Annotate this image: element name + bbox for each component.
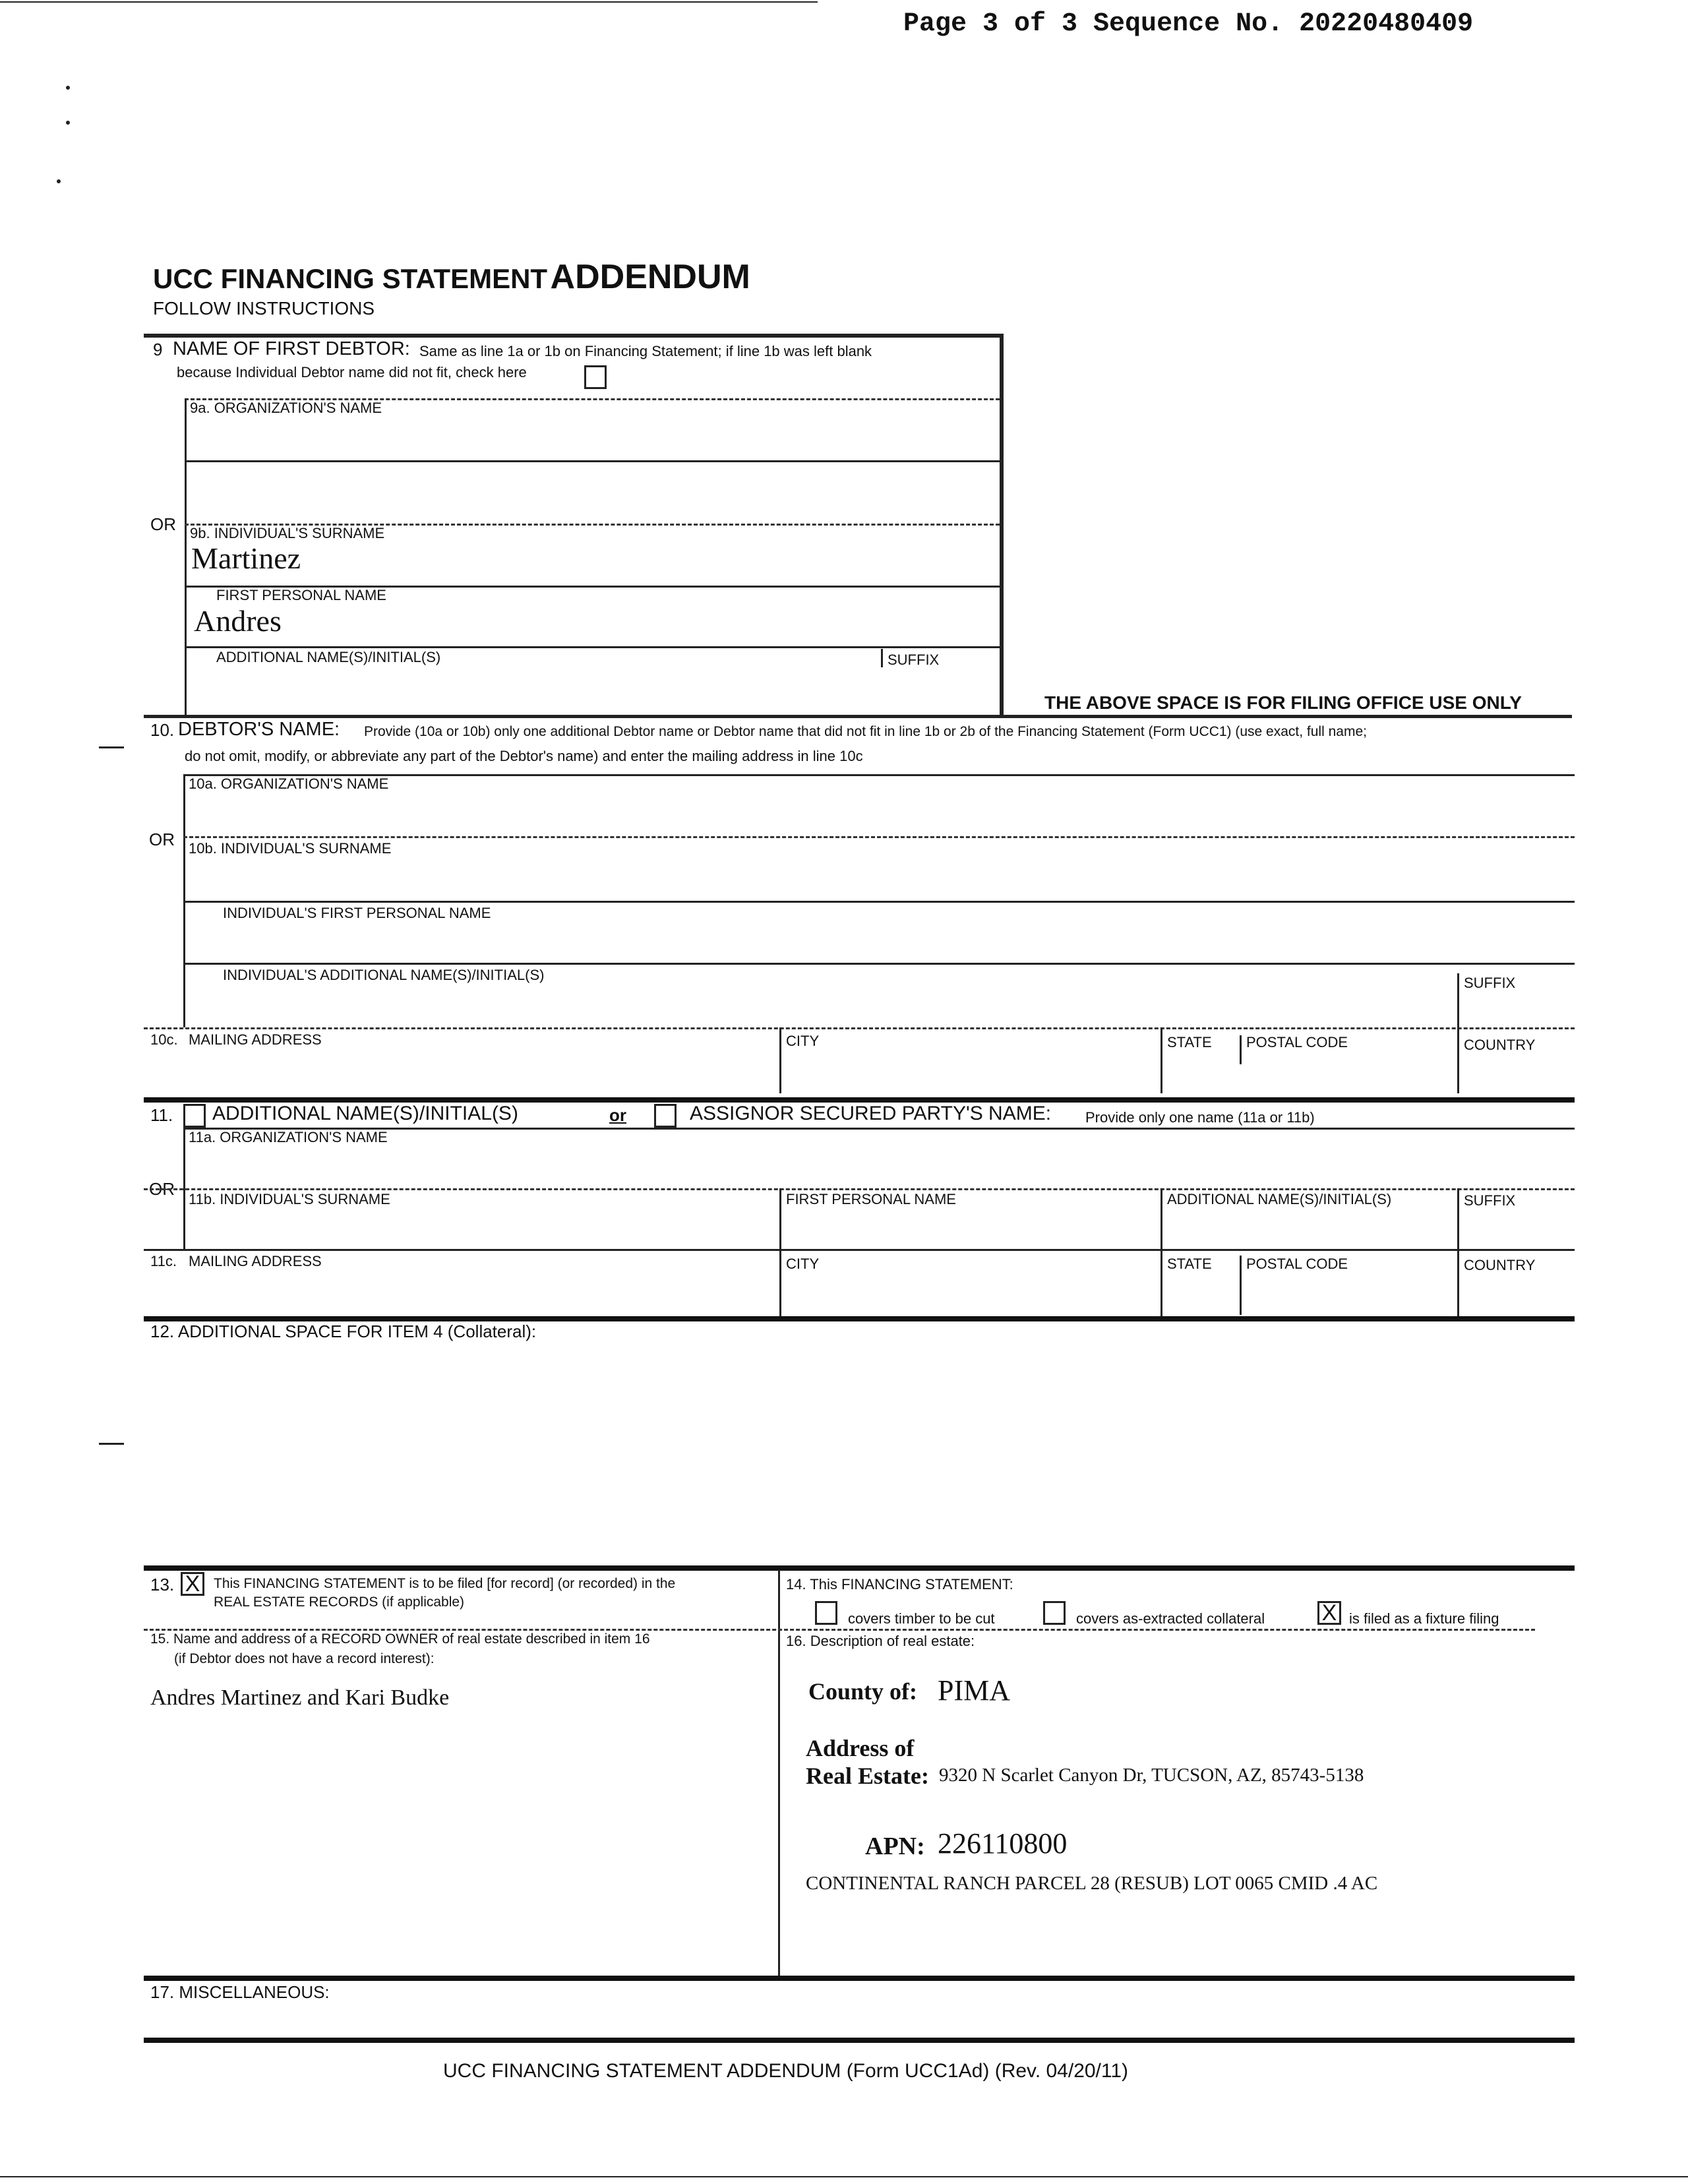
item9-right-border (1000, 334, 1004, 715)
apn-label: APN: (865, 1833, 925, 1860)
item10a-label: 10a. ORGANIZATION'S NAME (189, 775, 389, 792)
item11-top-rule (144, 1097, 1575, 1103)
item10-instruction-2: do not omit, modify, or abbreviate any part of the Debtor's name) and enter the mailing address in line 10c (185, 748, 863, 764)
item9-left-border (185, 398, 187, 715)
item9-additional-label: ADDITIONAL NAME(S)/INITIAL(S) (216, 649, 441, 665)
item11c-number: 11c. (150, 1253, 177, 1269)
item11c-top-line (144, 1249, 1575, 1251)
item11-additional-name-label: ADDITIONAL NAME(S)/INITIAL(S) (1167, 1191, 1392, 1207)
as-extracted-checkbox[interactable] (1043, 1601, 1066, 1625)
item12-label: 12. ADDITIONAL SPACE FOR ITEM 4 (Collateral): (150, 1321, 537, 1341)
item10-first-name-top-line (183, 901, 1575, 903)
item10c-number: 10c. (150, 1031, 178, 1048)
margin-mark (57, 179, 61, 183)
margin-mark (66, 121, 70, 125)
assignor-secured-party-checkbox[interactable] (654, 1104, 677, 1128)
item11-assignor-label: ASSIGNOR SECURED PARTY'S NAME: (690, 1103, 1052, 1124)
item10-city-divider (779, 1027, 781, 1093)
item14-option-fixture: is filed as a fixture filing (1349, 1610, 1499, 1627)
page-sequence: Page 3 of 3 Sequence No. 20220480409 (903, 9, 1474, 39)
item11-postal-divider (1240, 1256, 1242, 1315)
item10-first-name-label: INDIVIDUAL'S FIRST PERSONAL NAME (223, 905, 491, 921)
item13-number: 13. (150, 1575, 175, 1594)
county-value: PIMA (938, 1674, 1011, 1707)
item11-or: OR (149, 1179, 175, 1199)
additional-secured-party-checkbox[interactable] (183, 1104, 206, 1128)
item10a-top-line (183, 774, 1575, 776)
item11-country-label: COUNTRY (1464, 1257, 1536, 1273)
item17-label: 17. MISCELLANEOUS: (150, 1982, 330, 2002)
item17-top-rule (144, 1976, 1575, 1981)
timber-checkbox[interactable] (815, 1601, 837, 1625)
fixture-filing-checkbox[interactable]: X (1317, 1601, 1341, 1625)
real-estate-records-checkbox[interactable]: X (181, 1572, 204, 1596)
item10c-label: MAILING ADDRESS (189, 1031, 322, 1048)
address-label-1: Address of (806, 1735, 915, 1761)
item9-top-border (144, 334, 1004, 338)
item9-label: NAME OF FIRST DEBTOR: (173, 338, 410, 359)
item10-suffix-divider (1457, 973, 1459, 1027)
item10-additional-top-line (183, 963, 1575, 965)
item15-top-line (144, 1629, 1535, 1631)
item9-suffix-label: SUFFIX (888, 652, 940, 668)
item10c-top-line (144, 1027, 1575, 1029)
item10-country-label: COUNTRY (1464, 1037, 1536, 1053)
item11-or-word: or (609, 1105, 626, 1125)
item10-top-line (144, 715, 1572, 718)
record-owner-name: Andres Martinez and Kari Budke (150, 1685, 450, 1710)
item10-instruction-1: Provide (10a or 10b) only one additional Debtor name or Debtor name that did not fit in line 1b or 2b of the Financing Statement (Form UCC1) (use exact, full name; (364, 724, 1367, 739)
item10-state-label: STATE (1167, 1034, 1212, 1050)
item14-option-as-extracted: covers as-extracted collateral (1076, 1610, 1265, 1627)
item9-number: 9 (153, 340, 163, 359)
item9-instruction-2: because Individual Debtor name did not fit, check here (177, 364, 527, 380)
item13-label-2: REAL ESTATE RECORDS (if applicable) (214, 1594, 465, 1610)
county-label: County of: (808, 1678, 918, 1705)
filing-office-note: THE ABOVE SPACE IS FOR FILING OFFICE USE ONLY (1044, 692, 1522, 713)
item11-number: 11. (150, 1105, 173, 1125)
item9-same-as-checkbox[interactable] (584, 365, 607, 389)
item11-postal-label: POSTAL CODE (1246, 1256, 1348, 1272)
items-13-16-divider (778, 1569, 780, 1978)
item10b-top-line (183, 836, 1575, 838)
item13-label-1: This FINANCING STATEMENT is to be filed [for record] (or recorded) in the (214, 1576, 676, 1591)
form-footer: UCC FINANCING STATEMENT ADDENDUM (Form UCC1Ad) (Rev. 04/20/11) (443, 2060, 1129, 2082)
item9-or: OR (150, 514, 176, 534)
legal-description: CONTINENTAL RANCH PARCEL 28 (RESUB) LOT 0065 CMID .4 AC (806, 1873, 1378, 1894)
item11-suffix-label: SUFFIX (1464, 1192, 1516, 1209)
item17-bottom-rule (144, 2038, 1575, 2043)
item11-city-label: CITY (786, 1256, 820, 1272)
item10-city-label: CITY (786, 1033, 820, 1049)
title-part-1: UCC FINANCING STATEMENT (153, 263, 548, 294)
top-edge-line (0, 1, 818, 3)
item11-first-divider (779, 1188, 781, 1316)
item11-instruction: Provide only one name (11a or 11b) (1085, 1109, 1315, 1126)
form-title (153, 257, 750, 297)
follow-instructions: FOLLOW INSTRUCTIONS (153, 298, 375, 318)
margin-dash (99, 746, 124, 748)
item10-suffix-label: SUFFIX (1464, 975, 1516, 991)
address-label-2: Real Estate: (806, 1763, 929, 1789)
item11-first-label: FIRST PERSONAL NAME (786, 1191, 956, 1207)
item10-label: DEBTOR'S NAME: (178, 719, 340, 740)
bottom-edge-line (0, 2176, 1688, 2177)
item10b-label: 10b. INDIVIDUAL'S SURNAME (189, 840, 392, 857)
real-estate-address: 9320 N Scarlet Canyon Dr, TUCSON, AZ, 85743-5138 (939, 1765, 1364, 1786)
apn-value: 226110800 (938, 1827, 1068, 1860)
item9-first-name-bottom-line (185, 646, 1000, 648)
item12-top-rule (144, 1316, 1575, 1321)
item9-suffix-divider (881, 649, 883, 667)
item10-number: 10. (150, 720, 175, 740)
debtor-first-name: Andres (194, 604, 282, 638)
item9-first-name-label: FIRST PERSONAL NAME (216, 587, 386, 603)
item10-state-divider (1160, 1027, 1162, 1093)
item11-suffix-divider (1457, 1188, 1459, 1316)
item13-top-rule (144, 1565, 1575, 1571)
margin-dash (99, 1443, 124, 1445)
item11b-top-line (144, 1188, 1575, 1190)
item11c-label: MAILING ADDRESS (189, 1253, 322, 1269)
item15-label-1: 15. Name and address of a RECORD OWNER of real estate described in item 16 (150, 1631, 650, 1647)
debtor-surname: Martinez (191, 541, 301, 575)
item10-country-divider (1457, 1027, 1459, 1093)
item11-state-label: STATE (1167, 1256, 1212, 1272)
item16-label: 16. Description of real estate: (786, 1633, 975, 1649)
item9a-bottom-line (185, 460, 1000, 462)
item9-instruction-1: Same as line 1a or 1b on Financing Statement; if line 1b was left blank (419, 343, 872, 359)
item14-label: 14. This FINANCING STATEMENT: (786, 1576, 1013, 1592)
item11-additional-divider (1160, 1188, 1162, 1316)
item10-postal-divider (1240, 1035, 1242, 1064)
item10-or: OR (149, 830, 175, 849)
item11-additional-label: ADDITIONAL NAME(S)/INITIAL(S) (212, 1103, 518, 1124)
item15-label-2: (if Debtor does not have a record interest): (174, 1651, 435, 1666)
margin-mark (66, 86, 70, 90)
item11b-label: 11b. INDIVIDUAL'S SURNAME (189, 1191, 390, 1207)
item10-postal-label: POSTAL CODE (1246, 1034, 1348, 1050)
item9a-label: 9a. ORGANIZATION'S NAME (190, 400, 382, 416)
item9b-label: 9b. INDIVIDUAL'S SURNAME (190, 525, 385, 541)
item11a-top-line (183, 1128, 1575, 1130)
item11a-label: 11a. ORGANIZATION'S NAME (189, 1129, 388, 1145)
item10-additional-label: INDIVIDUAL'S ADDITIONAL NAME(S)/INITIAL(S) (223, 967, 545, 983)
title-part-2: ADDENDUM (550, 258, 750, 296)
item14-option-timber: covers timber to be cut (848, 1610, 995, 1627)
